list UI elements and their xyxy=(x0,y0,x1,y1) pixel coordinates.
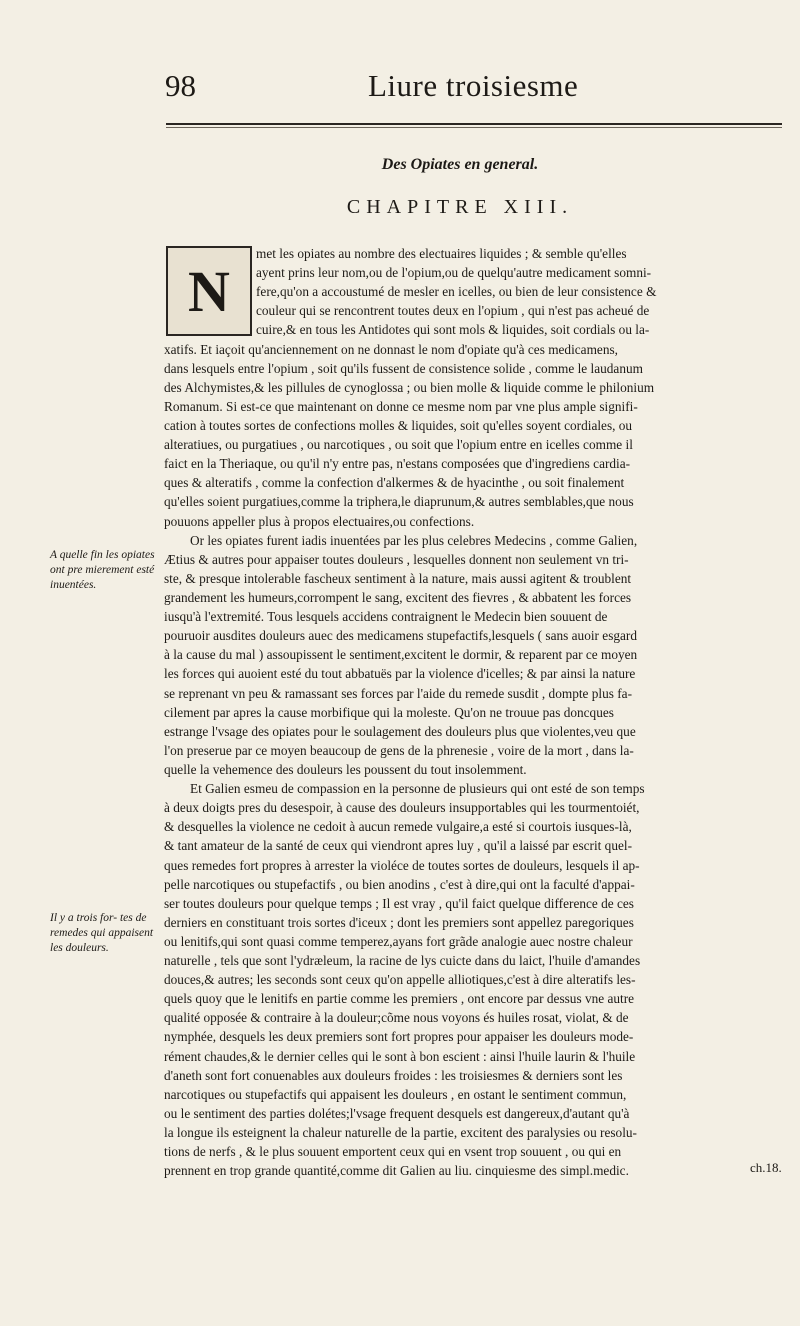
body-text xyxy=(164,244,788,1180)
chapter-heading: CHAPITRE XIII. xyxy=(346,196,574,218)
text-line: Romanum. Si est-ce que maintenant on donne ce mesme nom par vne plus ample signifi- xyxy=(164,398,638,414)
text-line: ser toutes douleurs pour quelque temps ; Il est vray , qu'il faict quelque difference de ces xyxy=(164,895,634,911)
header-rule-thin xyxy=(166,127,782,128)
text-line: Et Galien esmeu de compassion en la personne de plusieurs qui ont esté de son temps xyxy=(190,781,645,797)
text-line: dans lesquels entre l'opium , soit qu'ils fussent de consistence solide , comme le laudanum xyxy=(164,360,643,376)
margin-note: A quelle fin les opiates ont pre mierement esté inuentées. xyxy=(50,549,155,591)
text-line: ste, & presque intolerable fascheux sentiment à la nature, mais aussi agitent & troublent xyxy=(164,570,632,586)
text-line: & desquelles la violence ne cedoit à aucun remede vulgaire,a esté si courtois iusques-là, xyxy=(164,819,632,835)
page-number: 98 xyxy=(165,68,196,103)
text-line: estrange l'vsage des opiates pour le soulagement des douleurs plus que violentes,veu que xyxy=(164,723,636,739)
text-line: la longue ils esteignent la chaleur naturelle de la partie, excitent des paralysies ou resolu- xyxy=(164,1125,637,1141)
text-line: alteratiues, ou purgatiues , ou narcotiques , ou soit que l'opium entre en icelles comme il xyxy=(164,437,633,453)
text-line: qualité opposée & contraire à la douleur;cõme nous voyons és huiles rosat, violat, & de xyxy=(164,1010,629,1026)
text-line: Ætius & autres pour appaiser toutes douleurs , lesquelles donnent non seulement vn tri- xyxy=(164,551,629,567)
text-line: ou lenitifs,qui sont quasi comme temperez,ayans fort grãde analogie auec nostre chaleur xyxy=(164,933,633,949)
text-line: nymphée, desquels les deux premiers sont fort propres pour appaiser les douleurs mode- xyxy=(164,1029,634,1045)
text-line: qu'elles soient purgatiues,comme la triphera,le diaprunum,& autres semblables,que nous xyxy=(164,494,634,510)
text-line: les forces qui auoient esté du tout abbatuës par la violence d'icelles; & par ainsi la nature xyxy=(164,666,636,682)
text-line: pouuons appeller plus à propos electuaires,ou confections. xyxy=(164,513,475,529)
text-line: ayent prins leur nom,ou de l'opium,ou de quelqu'autre medicament somni- xyxy=(256,265,652,281)
margin-note: Il y a trois for- tes de remedes qui appaisent les douleurs. xyxy=(50,912,154,954)
text-line: Or les opiates furent iadis inuentées par les plus celebres Medecins , comme Galien, xyxy=(190,532,638,548)
text-line: couleur qui se rencontrent toutes deux en l'opium , qui n'est pas acheué de xyxy=(256,303,650,319)
text-line: douces,& autres; les seconds sont ceux qu'on appelle alliotiques,c'est à dire alteratifs les- xyxy=(164,972,636,988)
text-line: fere,qu'on a accoustumé de mesler en icelles, ou bien de leur consistence & xyxy=(256,284,657,300)
text-line: cation à toutes sortes de confections molles & liquides, soit qu'elles soyent cordiales, ou xyxy=(164,417,633,433)
text-line: se reprenant vn peu & ramassant ses forces par l'aide du remede susdit , dompte plus fa- xyxy=(164,685,633,701)
running-head xyxy=(165,68,765,118)
text-line: ou le sentiment des parties dolétes;l'vsage frequent desquels est dangereux,d'autant qu'à xyxy=(164,1105,630,1121)
text-line: pouruoir ausdites douleurs auec des medicamens stupefactifs,lesquels ( sans auoir esgard xyxy=(164,628,638,644)
catchword: ch.18. xyxy=(750,1160,782,1175)
text-line: prennent en trop grande quantité,comme dit Galien au liu. cinquiesme des simpl.medic. xyxy=(164,1163,629,1179)
text-line: narcotiques ou stupefactifs qui appaisent les douleurs , en ostant le sentiment commun, xyxy=(164,1086,627,1102)
text-line: quelle la vehemence des douleurs les poussent du tout insolemment. xyxy=(164,761,527,777)
text-line: met les opiates au nombre des electuaires liquides ; & semble qu'elles xyxy=(256,246,627,261)
text-line: & tant amateur de la santé de ceux qui viendront apres luy , qu'il a laissé par escrit quel- xyxy=(164,838,632,854)
text-line: grandement les humeurs,corrompent le sang, excitent des fievres , & abbatent les forces xyxy=(164,589,632,605)
text-line: ques remedes fort propres à arrester la violéce de toutes sortes de douleurs, lesquels il ap- xyxy=(164,857,640,873)
text-line: d'aneth sont fort conuenables aux douleurs froides : les troisiesmes & derniers sont les xyxy=(164,1067,623,1083)
text-line: tions de nerfs , & le plus souuent emportent ceux qui en vsent trop souuent , ou qui en xyxy=(164,1144,622,1160)
text-line: ques & alteratifs , comme la confection d'alkermes & de hyacinthe , ou soit finalement xyxy=(164,475,625,491)
header-rule xyxy=(166,123,782,125)
text-line: pelle narcotiques ou stupefactifs , ou bien anodins , c'est à dire,qui ont la faculté d'appai- xyxy=(164,876,635,892)
text-line: naturelle , tels que sont l'ydræleum, la racine de lys cuicte dans du laict, l'huile d'amandes xyxy=(164,953,641,969)
text-line: xatifs. Et iaçoit qu'anciennement on ne donnast le nom d'opiate qu'à ces medicamens, xyxy=(164,341,618,357)
section-title: Des Opiates en general. xyxy=(381,156,539,173)
text-line: à deux doigts pres du desespoir, à cause des douleurs insupportables qui les tourmentoiét, xyxy=(164,800,640,816)
text-line: cuire,& en tous les Antidotes qui sont mols & liquides, soit cordials ou la- xyxy=(256,322,650,338)
text-line: des Alchymistes,& les pillules de cynoglossa ; ou bien molle & liquide comme le philonium xyxy=(164,379,655,395)
text-line: quels quoy que le lenitifs en partie comme les premiers , ont encore par dessus vne autre xyxy=(164,991,635,1007)
text-line: l'on preserue par ce moyen beaucoup de gens de la phrenesie , voire de la mort , dans la- xyxy=(164,742,634,758)
text-line: cilement par apres la cause morbifique qui la moleste. Qu'on ne trouue pas doncques xyxy=(164,704,614,720)
text-line: iusqu'à l'extremité. Tous lesquels accidens contraignent le Medecin bien souuent de xyxy=(164,609,608,625)
drop-cap-letter: N xyxy=(188,258,230,324)
text-line: rément chaudes,& le dernier celles qui le sont à bon escient : ainsi l'huile laurin & l'huile xyxy=(164,1048,636,1064)
text-line: derniers en constituant trois sortes d'iceux ; dont les premiers sont appellez paregoriques xyxy=(164,914,634,930)
text-line: faict en la Theriaque, ou qu'il n'y entre pas, n'estans composées que d'ingrediens cardia- xyxy=(164,456,631,472)
text-line: à la cause du mal ) assoupissent le sentiment,excitent le dormir, & reparent par ce moyen xyxy=(164,647,638,663)
book-title: Liure troisiesme xyxy=(368,68,579,103)
